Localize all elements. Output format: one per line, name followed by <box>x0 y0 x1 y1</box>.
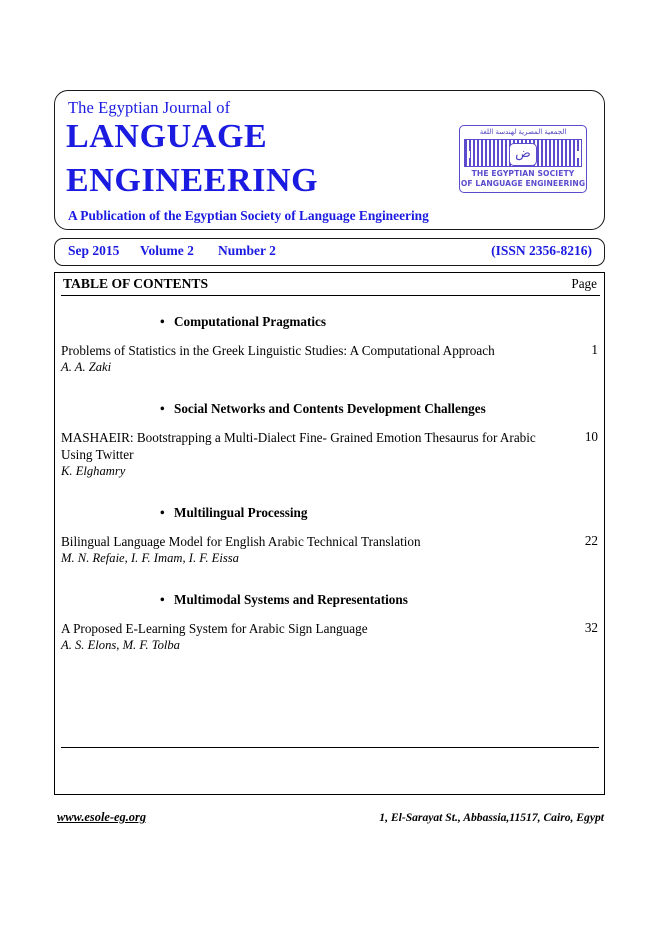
spacer <box>55 522 604 533</box>
bullet-icon: • <box>160 505 165 520</box>
bullet-icon: • <box>160 314 165 329</box>
issue-identifiers <box>68 243 276 259</box>
toc-section <box>55 400 604 480</box>
toc-header <box>55 273 604 295</box>
issue-number: Number 2 <box>218 243 276 258</box>
logo-arabic-letter: ض <box>509 143 537 166</box>
table-of-contents-box <box>54 272 605 795</box>
toc-entry-title[interactable]: MASHAEIR: Bootstrapping a Multi-Dialect Fine- Grained Emotion Thesaurus for Arabic Using Twitter <box>61 430 536 462</box>
toc-entry-authors: M. N. Refaie, I. F. Imam, I. F. Eissa <box>61 551 239 565</box>
toc-sections <box>55 297 604 794</box>
issue-info-bar <box>54 238 605 266</box>
website-link[interactable]: www.esole-eg.org <box>57 810 147 824</box>
toc-section-heading <box>55 313 604 331</box>
toc-entry-title[interactable]: A Proposed E-Learning System for Arabic Sign Language <box>61 621 368 636</box>
toc-heading: TABLE OF CONTENTS <box>63 276 209 291</box>
logo-barcode-graphic <box>464 139 582 167</box>
logo-left-notch-icon <box>467 151 470 158</box>
logo-english-line-1: THE EGYPTIAN SOCIETY <box>471 169 575 178</box>
toc-entry-page: 10 <box>584 429 598 444</box>
toc-section-heading <box>55 400 604 418</box>
spacer <box>55 331 604 342</box>
toc-section <box>55 504 604 567</box>
toc-section <box>55 313 604 376</box>
spacer <box>55 376 604 400</box>
toc-section <box>55 591 604 654</box>
toc-page-column-header: Page <box>571 276 597 291</box>
issn-label: (ISSN 2356-8216) <box>491 243 592 258</box>
toc-section-name: Social Networks and Contents Development Challenges <box>174 401 486 416</box>
toc-entry-title[interactable]: Problems of Statistics in the Greek Linguistic Studies: A Computational Approach <box>61 343 495 358</box>
logo-arabic-text: الجمعية المصرية لهندسة اللغة <box>479 128 567 136</box>
toc-section-heading <box>55 504 604 522</box>
issue-volume: Volume 2 <box>140 243 194 258</box>
logo-english-line-2: OF LANGUAGE ENGINEERING <box>460 179 586 188</box>
journal-title-line-1: LANGUAGE <box>66 118 268 155</box>
toc-section-name: Computational Pragmatics <box>174 314 327 329</box>
masthead-box <box>54 90 605 230</box>
bullet-icon: • <box>160 401 165 416</box>
journal-title-line-2: ENGINEERING <box>66 162 319 199</box>
toc-entry-authors: K. Elghamry <box>61 464 126 478</box>
toc-entry[interactable] <box>55 342 604 376</box>
spacer <box>55 567 604 591</box>
postal-address: 1, El-Sarayat St., Abbassia,11517, Cairo, Egypt <box>379 811 604 824</box>
toc-entry-authors: A. A. Zaki <box>61 360 112 374</box>
spacer <box>55 297 604 313</box>
toc-entry-page: 22 <box>584 533 598 548</box>
toc-entry-authors: A. S. Elons, M. F. Tolba <box>61 638 180 652</box>
spacer <box>55 418 604 429</box>
toc-entry[interactable] <box>55 533 604 567</box>
toc-entry-title[interactable]: Bilingual Language Model for English Arabic Technical Translation <box>61 534 421 549</box>
society-logo <box>459 125 587 193</box>
toc-bottom-divider <box>61 747 599 748</box>
issue-date: Sep 2015 <box>68 243 120 258</box>
toc-section-name: Multilingual Processing <box>174 505 308 520</box>
bullet-icon: • <box>160 592 165 607</box>
journal-kicker: The Egyptian Journal of <box>68 98 231 117</box>
journal-subtitle: A Publication of the Egyptian Society of Language Engineering <box>68 208 429 223</box>
toc-entry[interactable] <box>55 429 604 480</box>
spacer <box>55 480 604 504</box>
toc-entry[interactable] <box>55 620 604 654</box>
toc-entry-page: 1 <box>591 342 598 357</box>
toc-entry-page: 32 <box>584 620 598 635</box>
toc-header-divider <box>61 295 600 296</box>
spacer <box>55 609 604 620</box>
toc-section-heading <box>55 591 604 609</box>
logo-right-notch-icon <box>576 151 579 158</box>
toc-section-name: Multimodal Systems and Representations <box>174 592 408 607</box>
